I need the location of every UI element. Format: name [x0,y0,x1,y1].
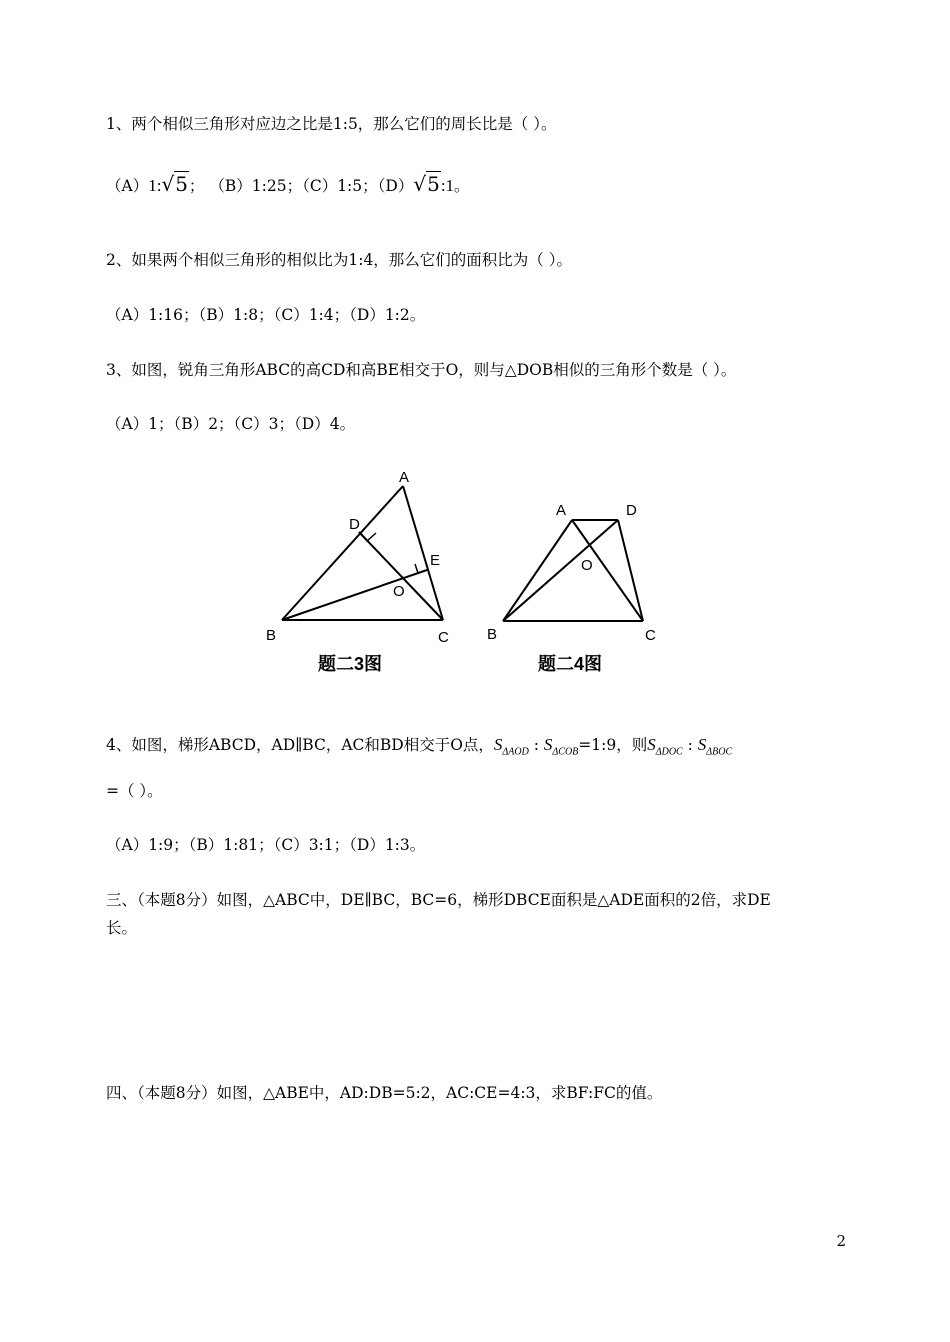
q4-stem-text: 4、如图，梯形ABCD，AD∥BC，AC和BD相交于O点， [106,736,494,754]
fig1-label-d: D [349,516,360,533]
q1-option-b: （B）1:25； [209,177,303,195]
q5-line-2: 长。 [106,919,138,937]
q1-option-d-math: :1 [440,176,455,195]
fig2-caption: 题二4图 [538,654,603,674]
q1-option-a-radical: √5 [161,172,188,196]
q1-option-d-label: （D） [377,177,414,195]
fig1-label-e: E [430,552,441,569]
q1-end: 。 [454,177,470,195]
fig1-caption: 题二3图 [318,654,383,674]
q4-continuation: =（ ）。 [106,782,163,800]
q1-stem: 1、两个相似三角形对应边之比是1:5，那么它们的周长比是（ ）。 [106,115,557,133]
q3-options: （A）1；（B）2；（C）3；（D）4。 [106,415,356,433]
q1-option-a-math: 1: [148,176,162,195]
q6-line-1: 四、（本题8分）如图，△ABE中，AD:DB=5:2，AC:CE=4:3，求BF:FC的值。 [106,1084,663,1102]
figures [260,462,680,682]
q4-ratio: =1:9，则 [578,736,648,754]
q2-options: （A）1:16；（B）1:8；（C）1:4；（D）1:2。 [106,306,426,324]
fig2-label-d: D [626,502,637,519]
q4-s-aod: $S_{\Delta AOD}$ [493,735,529,758]
figure-trapezoid-abcd [503,520,643,621]
fig2-label-o: O [581,557,593,574]
q3-stem: 3、如图，锐角三角形ABC的高CD和高BE相交于O，则与△DOB相似的三角形个数是（ ）。 [106,361,737,379]
figure-triangle-abc [282,486,443,620]
q5-line-1: 三、（本题8分）如图，△ABC中，DE∥BC，BC=6，梯形DBCE面积是△ADE面积的2倍，求DE [106,891,771,909]
fig2-label-a: A [556,502,567,519]
q4-s-doc: $S_{\Delta DOC}$ [647,735,683,758]
q1-sep: ； [188,177,205,195]
fig1-label-c: C [438,629,449,646]
q1-options [106,174,470,196]
q4-stem [106,735,732,762]
q1-option-c: （C）1:5； [302,177,378,195]
fig2-label-c: C [645,627,656,644]
q1-option-d-radical: √5 [413,172,440,196]
q4-colon-1: : [528,736,544,754]
q2-stem: 2、如果两个相似三角形的相似比为1:4，那么它们的面积比为（ ）。 [106,251,572,269]
fig1-label-a: A [399,469,410,486]
fig1-label-o: O [393,583,405,600]
segment-dc [618,520,643,621]
fig1-label-b: B [266,627,277,644]
q4-s-cob: $S_{\Delta COB}$ [543,735,579,758]
fig2-label-b: B [487,626,498,643]
page-number: 2 [836,1232,846,1250]
q4-options: （A）1:9；（B）1:81；（C）3:1；（D）1:3。 [106,836,426,854]
q4-colon-2: : [682,736,698,754]
q4-s-boc: $S_{\Delta BOC}$ [697,735,733,758]
q1-option-a-label: （A） [106,177,149,195]
